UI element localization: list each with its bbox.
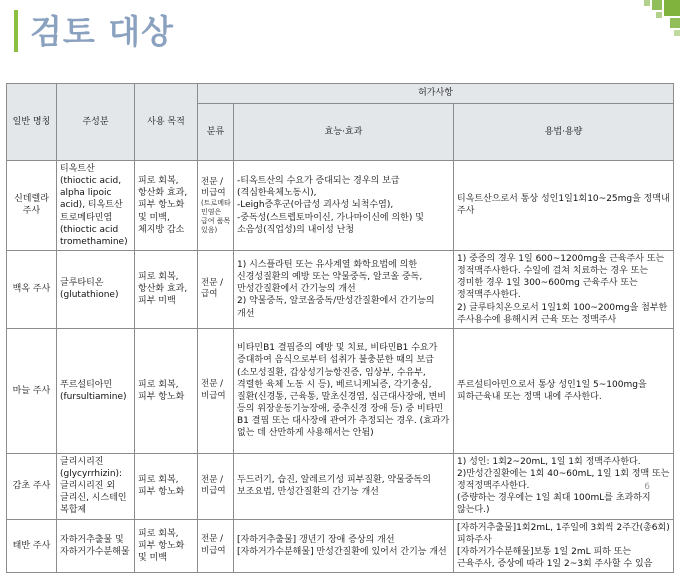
cell-efficacy: 비타민B1 결핍증의 예방 및 치료, 비타민B1 수요가 증대하여 음식으로부터 섭취가 불충분한 때의 보급(소모성질환, 갑상성기능항진증, 임상부, 수유부, 격렬한 육체 노동 시 등), 베르니케뇌증, 각기충심, 질환(신경통, 근육통, 말초신경염, 심근대사장애, 변비 등의 위장운동기능장애, 중추신경 장애 등) 중 비타민 B1 결핍 또는 대사장애 관여가 추정되는 경우. (효과가 없는 데 산만하게 사용해서는 안됨) [234, 328, 454, 453]
header-common-name: 일반 명칭 [7, 84, 57, 161]
table-row [7, 328, 674, 453]
cell-common-name: 신데렐라 주사 [7, 161, 57, 251]
cell-category [198, 161, 234, 251]
header-dosage: 용법·용량 [454, 104, 674, 161]
header-category: 분류 [198, 104, 234, 161]
page-title: 검토 대상 [30, 12, 175, 51]
page-number: 6 [644, 482, 650, 492]
table-row [7, 161, 674, 251]
cell-purpose: 피로 회복, 항산화 효과, 피부 미백 [135, 250, 198, 328]
cell-purpose: 피로 회복, 피부 항노화 [135, 453, 198, 519]
review-table-container [6, 83, 673, 573]
cell-common-name: 마늘 주사 [7, 328, 57, 453]
category-label: 전문 /급여 [201, 277, 223, 300]
cell-common-name: 태반 주사 [7, 519, 57, 573]
cell-category [198, 250, 234, 328]
cell-dosage: 1) 중증의 경우 1일 600~1200mg을 근육주사 또는 정적맥주사한다. 수일에 걸쳐 치료하는 경우 또는 경미한 경우 1일 300~600mg 근육주사 또는 정적맥주사한다. 2) 글루타치온으로서 1일1회 100~200mg을 첨부한 주사용수에 용해시켜 근육 또는 정맥주사 [454, 250, 674, 328]
table-row [7, 519, 674, 573]
cell-ingredient: 자하거추출물 및 자하거가수분해물 [57, 519, 135, 573]
cell-ingredient: 티옥트산(thioctic acid, alpha lipoic acid), 티옥트산 트로메타민염(thioctic acid tromethamine) [57, 161, 135, 251]
corner-decoration [636, 0, 680, 40]
title-accent-bar [14, 10, 18, 52]
category-label: 전문 /비급여 [201, 474, 226, 497]
category-label: 전문 /비급여 [201, 176, 226, 198]
table-row [7, 453, 674, 519]
table-row [7, 250, 674, 328]
cell-dosage: 1) 성인: 1회2~20mL, 1일 1회 정맥주사한다. 2)만성간질환에는 1회 40~60mL, 1일 1회 정맥 또는 정적정맥주사한다. (증량하는 경우에는 1일 최대 100mL를 초과하지 않는다.) [454, 453, 674, 519]
cell-category [198, 453, 234, 519]
header-efficacy: 효능·효과 [234, 104, 454, 161]
cell-ingredient: 글루타티온 (glutathione) [57, 250, 135, 328]
cell-ingredient: 푸르설티아민 (fursultiamine) [57, 328, 135, 453]
review-table [6, 83, 674, 573]
header-ingredient: 주성분 [57, 84, 135, 161]
cell-efficacy: [자하거추출물] 갱년기 장애 증상의 개선 [자하거가수분해물] 만성간질환에 있어서 간기능 개선 [234, 519, 454, 573]
cell-ingredient: 글리시리진(glycyrrhizin): 글리시리진 외 글리신, 시스테인 복합제 [57, 453, 135, 519]
header-row-top [7, 84, 674, 104]
cell-dosage: 푸르설티아민으로서 통상 성인1일 5~100mg을 피하근육내 또는 정맥 내에 주사한다. [454, 328, 674, 453]
cell-dosage: [자하거추출물]1회2mL, 1주일에 3회씩 2주간(총6회) 피하주사 [자하거가수분해물]보통 1일 2mL 피하 또는 근육주사, 증상에 따라 1일 2~3회 주사할 수 있음 [454, 519, 674, 573]
cell-efficacy: 두드러기, 습진, 알레르기성 피부질환, 약물중독의 보조요법, 만성간질환의 간기능 개선 [234, 453, 454, 519]
cell-common-name: 백옥 주사 [7, 250, 57, 328]
cell-purpose: 피로 회복, 항산화 효과, 피부 항노화 및 미백, 체지방 감소 [135, 161, 198, 251]
cell-category [198, 519, 234, 573]
cell-dosage: 티옥트산으로서 통상 성인1일1회10~25mg을 정맥내 주사 [454, 161, 674, 251]
cell-common-name: 감초 주사 [7, 453, 57, 519]
category-note: (트로메타민염은 급여 품목 있음) [201, 199, 231, 234]
cell-purpose: 피로 회복, 피부 항노화 및 미백 [135, 519, 198, 573]
header-approval: 허가사항 [198, 84, 674, 104]
header-purpose: 사용 목적 [135, 84, 198, 161]
category-label: 전문 /비급여 [201, 534, 226, 556]
cell-efficacy: -티옥트산의 수요가 증대되는 경우의 보급(격심한육체노동시), -Leigh증후군(아급성 괴사성 뇌척수염), -중독성(스트렙토마이신, 가나마이신에 의한) 및 소음성(직업성)의 내이성 난청 [234, 161, 454, 251]
cell-efficacy: 1) 시스플라틴 또는 유사계열 화학요법에 의한 신경성질환의 예방 또는 약물중독, 알코올 중독, 만성간질환에서 간기능의 개선 2) 약물중독, 알코올중독/만성간질환에서 간기능의 개선 [234, 250, 454, 328]
cell-category [198, 328, 234, 453]
category-label: 전문 /비급여 [201, 379, 226, 401]
cell-purpose: 피로 회복, 피부 항노화 [135, 328, 198, 453]
